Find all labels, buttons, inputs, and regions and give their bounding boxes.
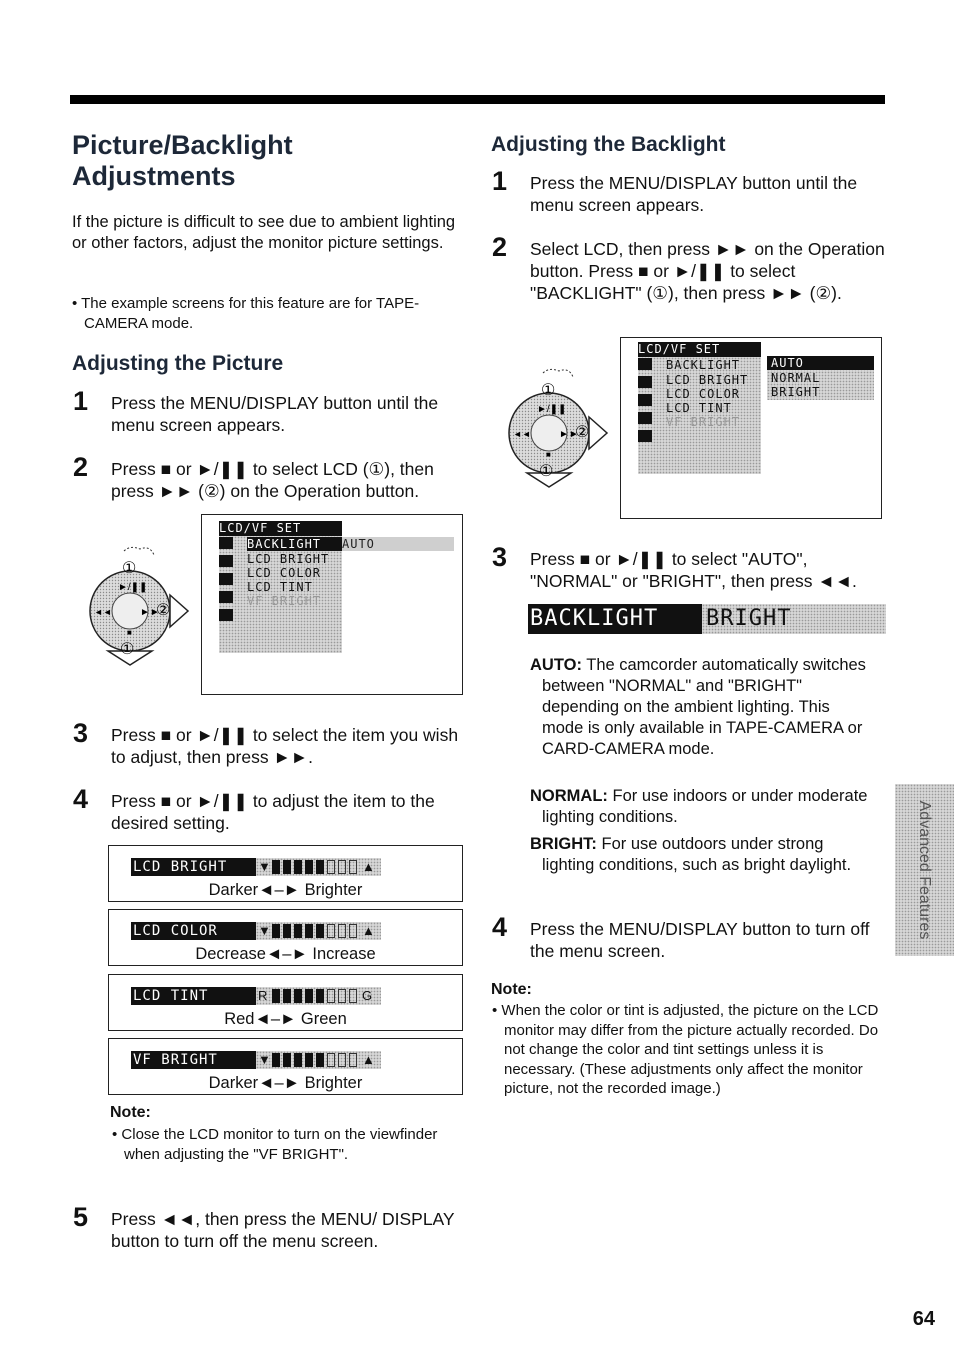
intro-note: • The example screens for this feature are for TAPE-CAMERA mode. (72, 295, 420, 332)
dial-right-label: ►► (140, 607, 160, 618)
menu-item-lcd-tint: LCD TINT (247, 580, 313, 594)
page-title (72, 130, 462, 192)
dial-press-arrow (124, 547, 154, 555)
definition-bright (530, 834, 875, 876)
menu-item-lcd-color: LCD COLOR (247, 566, 322, 580)
dial-marker-2: ② (575, 424, 590, 441)
gauge-segment (316, 989, 324, 1003)
menu-item-lcd-bright: LCD BRIGHT (666, 373, 749, 387)
definition-term: AUTO: (530, 656, 582, 674)
section-heading-backlight: Adjusting the Backlight (491, 133, 726, 156)
gauge-segment (316, 924, 324, 938)
option-bright: BRIGHT (771, 385, 821, 399)
menu-item-backlight: BACKLIGHT (666, 358, 741, 372)
step-number: 3 (73, 718, 89, 748)
backlight-step-4 (492, 912, 875, 962)
level-gauge (256, 987, 381, 1005)
operation-dial-diagram-backlight (503, 365, 613, 490)
step-text: Press ■ or ►/❚❚ to select LCD (①), then press ►► (②) on the Operation button. (111, 459, 434, 501)
control-label: LCD BRIGHT (131, 858, 256, 876)
picture-step-1 (73, 386, 456, 436)
control-lcd-color (108, 909, 463, 966)
picture-step-2 (73, 452, 463, 502)
control-label: LCD COLOR (131, 922, 256, 940)
gauge-segment (305, 989, 313, 1003)
dial-right-arrow (170, 595, 188, 627)
dial-right-label: ►► (559, 429, 579, 440)
dial-press-arrow (543, 369, 573, 377)
gauge-segment (294, 924, 302, 938)
picture-step-5 (73, 1202, 463, 1252)
backlight-note-title: Note: (491, 981, 532, 998)
definition-text: For use outdoors under strong lighting conditions, such as bright daylight. (542, 835, 852, 874)
gauge-segment (294, 1053, 302, 1067)
control-label: LCD TINT (131, 987, 256, 1005)
operation-dial-diagram (84, 543, 194, 668)
lcd-icon (219, 609, 233, 621)
menu-icons (219, 537, 233, 629)
dial-center-label: ►/❚❚ (537, 404, 567, 415)
backlight-osd-banner (528, 604, 886, 634)
step-text: Press ■ or ►/❚❚ to adjust the item to the desired setting. (111, 791, 435, 833)
dial-left-label: ◄◄ (513, 429, 531, 439)
gauge-left-icon: ▼ (258, 859, 271, 874)
menu-title: LCD/VF SET (638, 342, 761, 357)
tape-icon (638, 394, 652, 406)
backlight-step-2 (492, 232, 885, 304)
menu-title: LCD/VF SET (219, 521, 342, 536)
control-caption: Darker◄–► Brighter (208, 881, 363, 899)
menu-screen-picture (201, 514, 463, 695)
step-number: 4 (73, 784, 89, 814)
backlight-step-3 (492, 542, 885, 592)
menu-item-vf-bright: VF BRIGHT (247, 594, 322, 608)
dial-left-label: ◄◄ (94, 607, 112, 617)
gauge-segment (349, 1053, 357, 1067)
top-rule (70, 95, 885, 104)
step-text: Press the MENU/DISPLAY button until the menu screen appears. (530, 173, 858, 215)
card-icon (638, 376, 652, 388)
page-title-line1: Picture/Backlight (72, 130, 293, 160)
step-number: 2 (73, 452, 89, 482)
control-vf-bright (108, 1038, 463, 1095)
side-tab-label: Advanced Features (916, 800, 933, 940)
gauge-segment (349, 924, 357, 938)
gauge-right-icon: ▲ (362, 1052, 375, 1067)
gauge-segment (272, 860, 280, 874)
backlight-step-1 (492, 166, 875, 216)
definition-text: For use indoors or under moderate lighting conditions. (542, 787, 868, 826)
menu-item-lcd-color: LCD COLOR (666, 387, 741, 401)
control-caption: Red◄–► Green (224, 1010, 347, 1028)
backlight-note: • When the color or tint is adjusted, the picture on the LCD monitor may differ from the picture actually recorded. Do not change the color and tint settings unless it is necessary. (These adjustments only affect the monitor picture, not the recorded image.) (492, 1002, 879, 1097)
gauge-segment (283, 989, 291, 1003)
dial-bottom-label: ■ (127, 628, 132, 637)
picture-note: • Close the LCD monitor to turn on the viewfinder when adjusting the "VF BRIGHT". (112, 1126, 438, 1163)
menu-icons (638, 358, 652, 450)
definition-text: The camcorder automatically switches between "NORMAL" and "BRIGHT" depending on the ambient lighting. This mode is only available in TAPE-CAMERA or CARD-CAMERA mode. (542, 656, 866, 758)
step-number: 1 (73, 386, 89, 416)
step-number: 2 (492, 232, 508, 262)
gauge-segment (294, 860, 302, 874)
gauge-segment (349, 860, 357, 874)
step-number: 4 (492, 912, 508, 942)
step-number: 3 (492, 542, 508, 572)
control-caption: Decrease◄–► Increase (195, 945, 376, 963)
option-auto: AUTO (767, 356, 874, 370)
level-gauge (256, 922, 381, 940)
etc-icon (219, 591, 233, 603)
banner-value: BRIGHT (702, 604, 886, 634)
section-heading-picture: Adjusting the Picture (72, 352, 284, 375)
gauge-left-icon: ▼ (258, 1052, 271, 1067)
step-text: Press ■ or ►/❚❚ to select "AUTO", "NORMAL" or "BRIGHT", then press ◄◄. (530, 549, 857, 591)
menu-item-backlight: BACKLIGHT (247, 537, 342, 551)
etc-icon (638, 412, 652, 424)
dial-bottom-label: ■ (546, 450, 551, 459)
gauge-right-icon: ▲ (362, 923, 375, 938)
gauge-segment (305, 860, 313, 874)
gauge-segment (338, 860, 346, 874)
dial-marker-1: ① (122, 560, 137, 577)
picture-step-4 (73, 784, 463, 834)
gauge-segment (316, 860, 324, 874)
definition-term: NORMAL: (530, 787, 608, 805)
page-title-line2: Adjustments (72, 161, 236, 191)
side-tab-advanced-features (895, 784, 954, 956)
menu-item-vf-bright: VF BRIGHT (666, 415, 741, 429)
gauge-segment (338, 1053, 346, 1067)
control-label: VF BRIGHT (131, 1051, 256, 1069)
gauge-segment (327, 1053, 335, 1067)
gauge-segment (327, 860, 335, 874)
menu-item-lcd-tint: LCD TINT (666, 401, 732, 415)
control-lcd-tint (108, 974, 463, 1031)
step-text: Press the MENU/DISPLAY button to turn off the menu screen. (530, 919, 870, 961)
gauge-segment (327, 989, 335, 1003)
definition-normal (530, 786, 875, 828)
gauge-left-icon: R (258, 988, 268, 1003)
dial-marker-1: ① (541, 382, 556, 399)
dial-right-arrow (589, 417, 607, 449)
gauge-segment (338, 924, 346, 938)
gauge-segment (283, 924, 291, 938)
option-normal: NORMAL (771, 371, 821, 385)
tape-icon (219, 573, 233, 585)
gauge-segment (294, 989, 302, 1003)
gauge-segment (305, 924, 313, 938)
definition-auto (530, 655, 875, 760)
gauge-segment (272, 1053, 280, 1067)
step-text: Press ◄◄, then press the MENU/ DISPLAY button to turn off the menu screen. (111, 1209, 455, 1251)
control-caption: Darker◄–► Brighter (208, 1074, 363, 1092)
step-text: Press the MENU/DISPLAY button until the menu screen appears. (111, 393, 439, 435)
gauge-right-icon: ▲ (362, 859, 375, 874)
dial-marker-1-bottom: ① (539, 463, 554, 480)
dial-marker-2: ② (156, 602, 171, 619)
gauge-segment (349, 989, 357, 1003)
banner-label: BACKLIGHT (528, 604, 702, 634)
page-number: 64 (912, 1308, 935, 1330)
gauge-left-icon: ▼ (258, 923, 271, 938)
control-lcd-bright (108, 845, 463, 902)
gauge-segment (283, 860, 291, 874)
card-icon (219, 555, 233, 567)
camera-icon (219, 537, 233, 549)
step-text: Press ■ or ►/❚❚ to select the item you wish to adjust, then press ►►. (111, 725, 459, 767)
step-number: 1 (492, 166, 508, 196)
step-number: 5 (73, 1202, 89, 1232)
dial-center-label: ►/❚❚ (118, 582, 148, 593)
gauge-segment (316, 1053, 324, 1067)
menu-item-lcd-bright: LCD BRIGHT (247, 552, 330, 566)
level-gauge (256, 1051, 381, 1069)
menu-value-auto: AUTO (342, 537, 454, 551)
gauge-segment (283, 1053, 291, 1067)
picture-step-3 (73, 718, 463, 768)
gauge-right-icon: G (362, 988, 373, 1003)
camera-icon (638, 358, 652, 370)
intro-text: If the picture is difficult to see due to ambient lighting or other factors, adjust the monitor picture settings. (72, 213, 456, 252)
definition-term: BRIGHT: (530, 835, 597, 853)
gauge-segment (327, 924, 335, 938)
gauge-segment (272, 924, 280, 938)
step-text: Select LCD, then press ►► on the Operation button. Press ■ or ►/❚❚ to select "BACKLIGHT" (①), then press ►► (②). (530, 239, 885, 303)
dial-marker-1-bottom: ① (120, 641, 135, 658)
gauge-segment (305, 1053, 313, 1067)
gauge-segment (272, 989, 280, 1003)
menu-screen-backlight (620, 337, 882, 519)
gauge-segment (338, 989, 346, 1003)
lcd-icon (638, 430, 652, 442)
picture-note-title: Note: (110, 1104, 151, 1121)
level-gauge (256, 858, 381, 876)
